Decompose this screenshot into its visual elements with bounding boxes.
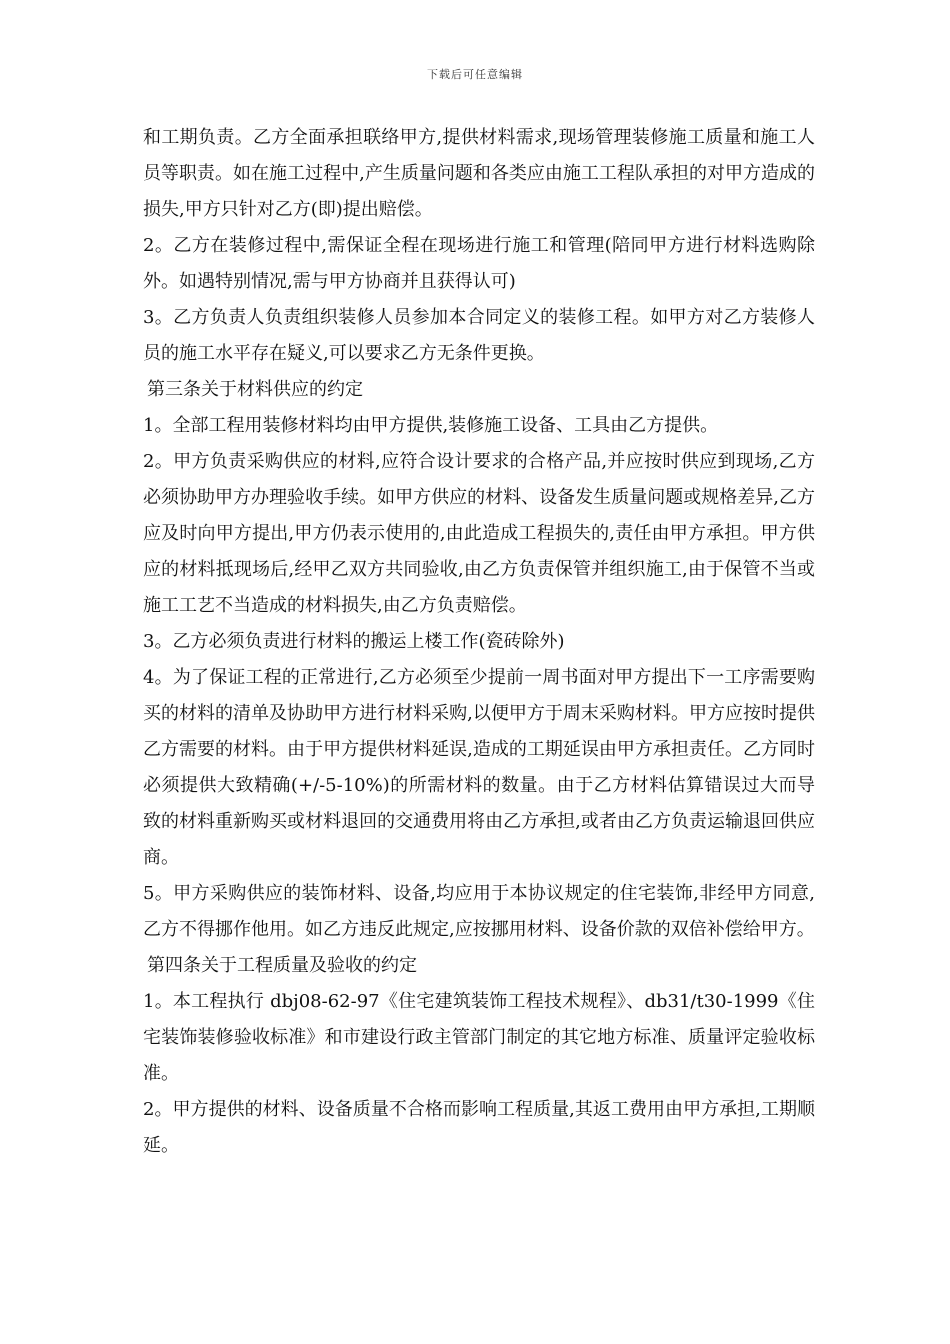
paragraph-material-4: 4。为了保证工程的正常进行,乙方必须至少提前一周书面对甲方提出下一工序需要购买的材料的清单及协助甲方进行材料采购,以便甲方于周末采购材料。甲方应按时提供乙方需要的材料。由于甲方提供材料延误,造成的工期延误由甲方承担责任。乙方同时必须提供大致精确(+/-5-10%)的所需材料的数量。由于乙方材料估算错误过大而导致的材料重新购买或材料退回的交通费用将由乙方承担,或者由乙方负责运输退回供应商。 <box>143 667 815 868</box>
paragraph-quality-2: 2。甲方提供的材料、设备质量不合格而影响工程质量,其返工费用由甲方承担,工期顺延。 <box>143 1099 815 1156</box>
contract-body <box>143 120 815 1164</box>
paragraph-clause-2: 2。乙方在装修过程中,需保证全程在现场进行施工和管理(陪同甲方进行材料选购除外。如遇特别情况,需与甲方协商并且获得认可) <box>143 235 815 292</box>
paragraph-responsibility-continued: 和工期负责。乙方全面承担联络甲方,提供材料需求,现场管理装修施工质量和施工人员等职责。如在施工过程中,产生质量问题和各类应由施工工程队承担的对甲方造成的损失,甲方只针对乙方(即)提出赔偿。 <box>143 127 815 220</box>
section-heading-article-4: 第四条关于工程质量及验收的约定 <box>147 955 417 976</box>
paragraph-material-1: 1。全部工程用装修材料均由甲方提供,装修施工设备、工具由乙方提供。 <box>143 415 719 436</box>
paragraph-material-2: 2。甲方负责采购供应的材料,应符合设计要求的合格产品,并应按时供应到现场,乙方必须协助甲方办理验收手续。如甲方供应的材料、设备发生质量问题或规格差异,乙方应及时向甲方提出,甲方仍表示使用的,由此造成工程损失的,责任由甲方承担。甲方供应的材料抵现场后,经甲乙双方共同验收,由乙方负责保管并组织施工,由于保管不当或施工工艺不当造成的材料损失,由乙方负责赔偿。 <box>143 451 815 616</box>
paragraph-material-3: 3。乙方必须负责进行材料的搬运上楼工作(瓷砖除外) <box>143 631 565 652</box>
paragraph-material-5: 5。甲方采购供应的装饰材料、设备,均应用于本协议规定的住宅装饰,非经甲方同意,乙方不得挪作他用。如乙方违反此规定,应按挪用材料、设备价款的双倍补偿给甲方。 <box>143 883 815 940</box>
page-header-note: 下载后可任意编辑 <box>427 68 523 81</box>
paragraph-quality-1: 1。本工程执行 dbj08-62-97《住宅建筑装饰工程技术规程》、db31/t30-1999《住宅装饰装修验收标准》和市建设行政主管部门制定的其它地方标准、质量评定验收标准。 <box>143 991 815 1084</box>
section-heading-article-3: 第三条关于材料供应的约定 <box>147 379 363 400</box>
paragraph-clause-3: 3。乙方负责人负责组织装修人员参加本合同定义的装修工程。如甲方对乙方装修人员的施工水平存在疑义,可以要求乙方无条件更换。 <box>143 307 815 364</box>
